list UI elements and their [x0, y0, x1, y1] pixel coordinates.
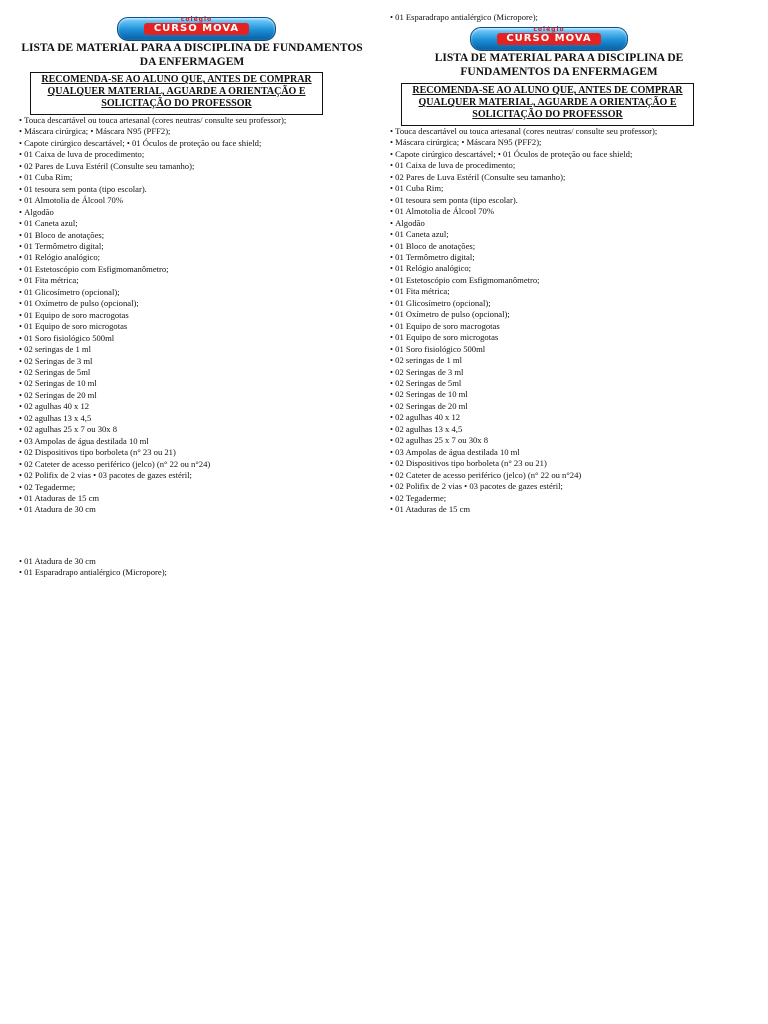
list-item: • Algodão [390, 218, 657, 229]
logo-top-text: colégio [180, 16, 213, 23]
list-item: • 01 Cuba Rim; [390, 183, 657, 194]
recommendation-box: RECOMENDA-SE AO ALUNO QUE, ANTES DE COMPRAR QUALQUER MATERIAL, AGUARDE A ORIENTAÇÃO E SOLICITAÇÃO DO PROFESSOR [401, 83, 694, 126]
list-item: • 01 Oxímetro de pulso (opcional); [390, 309, 657, 320]
list-item: • 02 Polifix de 2 vias • 03 pacotes de gazes estéril; [390, 481, 657, 492]
list-item: • 02 Polifix de 2 vias • 03 pacotes de gazes estéril; [19, 470, 286, 481]
list-item: • 01 Bloco de anotações; [390, 241, 657, 252]
list-item: • 02 Pares de Luva Estéril (Consulte seu tamanho); [19, 161, 286, 172]
list-item: • 01 Glicosímetro (opcional); [19, 287, 286, 298]
list-item: • 01 Estetoscópio com Esfigmomanômetro; [19, 264, 286, 275]
list-item: • 01 Caneta azul; [19, 218, 286, 229]
list-item: • 01 Equipo de soro microgotas [19, 321, 286, 332]
list-item: • 01 Ataduras de 15 cm [19, 493, 286, 504]
list-item: • 01 Caixa de luva de procedimento; [19, 149, 286, 160]
logo-top-text: colégio [533, 26, 565, 33]
list-item: • 03 Ampolas de água destilada 10 ml [19, 436, 286, 447]
list-item: • 01 Oxímetro de pulso (opcional); [19, 298, 286, 309]
school-logo [117, 17, 276, 41]
school-logo [470, 27, 628, 51]
list-item: • 01 Equipo de soro macrogotas [19, 310, 286, 321]
list-item: • 01 Soro fisiológico 500ml [390, 344, 657, 355]
recommendation-box: RECOMENDA-SE AO ALUNO QUE, ANTES DE COMPRAR QUALQUER MATERIAL, AGUARDE A ORIENTAÇÃO E SOLICITAÇÃO DO PROFESSOR [30, 72, 323, 115]
page-title: LISTA DE MATERIAL PARA A DISCIPLINA DE FUNDAMENTOS DA ENFERMAGEM [434, 52, 684, 78]
list-item: • 02 Cateter de acesso periférico (jelco) (n° 22 ou n°24) [390, 470, 657, 481]
material-list-continued [19, 556, 167, 579]
list-item: • 02 Dispositivos tipo borboleta (n° 23 ou 21) [390, 458, 657, 469]
list-item: • 02 Seringas de 5ml [390, 378, 657, 389]
list-item: • 01 Almotolia de Álcool 70% [19, 195, 286, 206]
list-item: • Touca descartável ou touca artesanal (cores neutras/ consulte seu professor); [390, 126, 657, 137]
list-item: • 01 Atadura de 30 cm [19, 504, 286, 515]
list-item: • 02 Seringas de 5ml [19, 367, 286, 378]
page-title: LISTA DE MATERIAL PARA A DISCIPLINA DE FUNDAMENTOS DA ENFERMAGEM [21, 42, 363, 68]
list-item: • 02 agulhas 13 x 4,5 [390, 424, 657, 435]
material-list [390, 126, 657, 515]
list-item: • 01 Glicosímetro (opcional); [390, 298, 657, 309]
list-item: • 01 Caneta azul; [390, 229, 657, 240]
list-item: • 01 Almotolia de Álcool 70% [390, 206, 657, 217]
list-item: • 02 Seringas de 10 ml [19, 378, 286, 389]
list-item: • 01 Esparadrapo antialérgico (Micropore); [19, 567, 167, 578]
list-item: • 01 Caixa de luva de procedimento; [390, 160, 657, 171]
list-item: • 02 Seringas de 20 ml [390, 401, 657, 412]
list-item: • 01 Cuba Rim; [19, 172, 286, 183]
list-item: • 01 tesoura sem ponta (tipo escolar). [19, 184, 286, 195]
list-item: • 02 Seringas de 10 ml [390, 389, 657, 400]
list-item: • 01 Relógio analógico; [390, 263, 657, 274]
list-item: • 01 Equipo de soro microgotas [390, 332, 657, 343]
list-item: • Capote cirúrgico descartável; • 01 Óculos de proteção ou face shield; [19, 138, 286, 149]
list-item: • 01 Estetoscópio com Esfigmomanômetro; [390, 275, 657, 286]
list-item: • Touca descartável ou touca artesanal (cores neutras/ consulte seu professor); [19, 115, 286, 126]
list-item: • 01 Equipo de soro macrogotas [390, 321, 657, 332]
list-item: • 01 Fita métrica; [390, 286, 657, 297]
list-item: • 01 Bloco de anotações; [19, 230, 286, 241]
material-list [19, 115, 286, 516]
list-item: • 01 Soro fisiológico 500ml [19, 333, 286, 344]
list-item: • 02 agulhas 40 x 12 [19, 401, 286, 412]
list-item: • 02 Tegaderme; [390, 493, 657, 504]
list-item: • 02 Dispositivos tipo borboleta (n° 23 ou 21) [19, 447, 286, 458]
list-item: • 01 Ataduras de 15 cm [390, 504, 657, 515]
list-item: • 02 agulhas 40 x 12 [390, 412, 657, 423]
list-item: • 03 Ampolas de água destilada 10 ml [390, 447, 657, 458]
list-item: • 01 Termômetro digital; [390, 252, 657, 263]
list-item: • 01 Fita métrica; [19, 275, 286, 286]
list-item: • 02 agulhas 25 x 7 ou 30x 8 [19, 424, 286, 435]
list-item: • 02 seringas de 1 ml [19, 344, 286, 355]
list-item: • 02 Pares de Luva Estéril (Consulte seu tamanho); [390, 172, 657, 183]
logo-main-text: CURSO MOVA [497, 33, 601, 45]
list-item: • 02 Tegaderme; [19, 482, 286, 493]
logo-main-text: CURSO MOVA [144, 23, 249, 35]
list-item: • 01 tesoura sem ponta (tipo escolar). [390, 195, 657, 206]
list-item: • 02 agulhas 25 x 7 ou 30x 8 [390, 435, 657, 446]
list-item: • 01 Termômetro digital; [19, 241, 286, 252]
list-item: • Capote cirúrgico descartável; • 01 Óculos de proteção ou face shield; [390, 149, 657, 160]
list-item: • 02 Seringas de 3 ml [19, 356, 286, 367]
list-item: • 01 Esparadrapo antialérgico (Micropore); [390, 12, 538, 23]
list-item: • 01 Atadura de 30 cm [19, 556, 167, 567]
list-item: • 01 Relógio analógico; [19, 252, 286, 263]
list-item: • Algodão [19, 207, 286, 218]
list-item: • 02 Cateter de acesso periférico (jelco) (n° 22 ou n°24) [19, 459, 286, 470]
list-item: • 02 Seringas de 20 ml [19, 390, 286, 401]
list-item: • Máscara cirúrgica; • Máscara N95 (PFF2); [390, 137, 657, 148]
list-item: • Máscara cirúrgica; • Máscara N95 (PFF2); [19, 126, 286, 137]
list-item: • 02 agulhas 13 x 4,5 [19, 413, 286, 424]
list-item: • 02 seringas de 1 ml [390, 355, 657, 366]
list-item: • 02 Seringas de 3 ml [390, 367, 657, 378]
